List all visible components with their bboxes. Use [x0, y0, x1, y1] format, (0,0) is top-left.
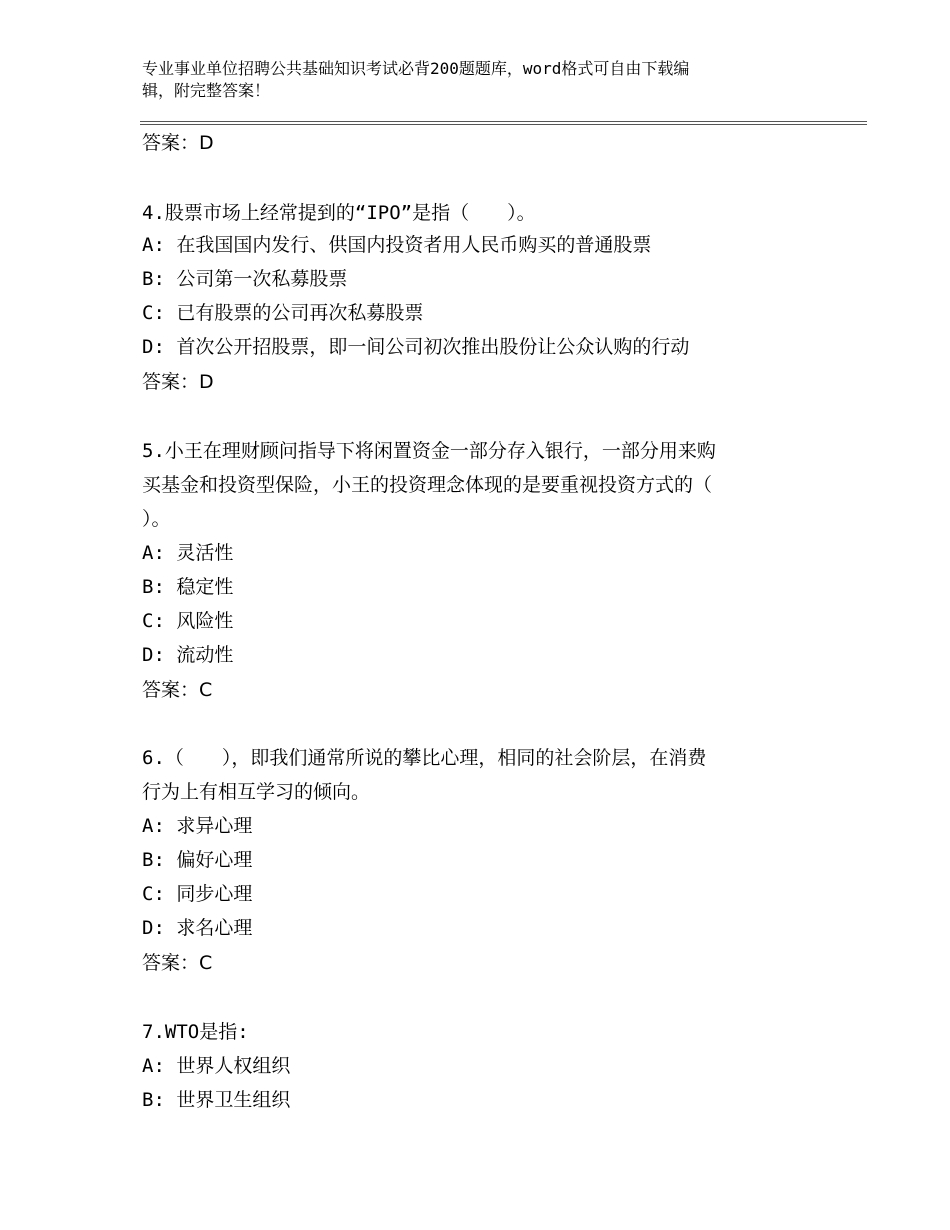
answer-q6: 答案：C [142, 952, 213, 974]
question-6-option-d: D: 求名心理 [142, 917, 253, 939]
question-4-stem: 4.股票市场上经常提到的“IPO”是指（ ）。 [142, 202, 536, 224]
question-5-option-b: B: 稳定性 [142, 576, 234, 598]
question-5-option-a: A: 灵活性 [142, 542, 234, 564]
answer-q3: 答案：D [142, 132, 214, 154]
question-4-option-b: B: 公司第一次私募股票 [142, 268, 348, 290]
header-line-2: 辑，附完整答案！ [142, 81, 271, 100]
answer-q5: 答案：C [142, 679, 213, 701]
question-5-stem-line-3: ）。 [142, 508, 171, 530]
question-4-option-d: D: 首次公开招股票，即一间公司初次推出股份让公众认购的行动 [142, 336, 690, 358]
header-line-1: 专业事业单位招聘公共基础知识考试必背200题题库，word格式可自由下载编 [142, 59, 690, 78]
question-5-stem-line-2: 买基金和投资型保险，小王的投资理念体现的是要重视投资方式的（ [142, 474, 713, 496]
question-6-stem-line-2: 行为上有相互学习的倾向。 [142, 781, 371, 803]
question-5-stem-line-1: 5.小王在理财顾问指导下将闲置资金一部分存入银行，一部分用来购 [142, 440, 716, 462]
question-5-option-d: D: 流动性 [142, 644, 234, 666]
question-6-stem-line-1: 6.（ ），即我们通常所说的攀比心理，相同的社会阶层，在消费 [142, 747, 707, 769]
question-7-option-b: B: 世界卫生组织 [142, 1089, 291, 1111]
page-header [142, 58, 792, 102]
question-6-option-b: B: 偏好心理 [142, 849, 253, 871]
question-5-option-c: C: 风险性 [142, 610, 234, 632]
answer-q4: 答案：D [142, 371, 214, 393]
question-7-stem: 7.WTO是指: [142, 1021, 249, 1043]
header-divider [140, 121, 867, 125]
question-6-option-c: C: 同步心理 [142, 883, 253, 905]
question-4-option-a: A: 在我国国内发行、供国内投资者用人民币购买的普通股票 [142, 234, 652, 256]
question-4-option-c: C: 已有股票的公司再次私募股票 [142, 302, 424, 324]
question-6-option-a: A: 求异心理 [142, 815, 253, 837]
question-7-option-a: A: 世界人权组织 [142, 1055, 291, 1077]
